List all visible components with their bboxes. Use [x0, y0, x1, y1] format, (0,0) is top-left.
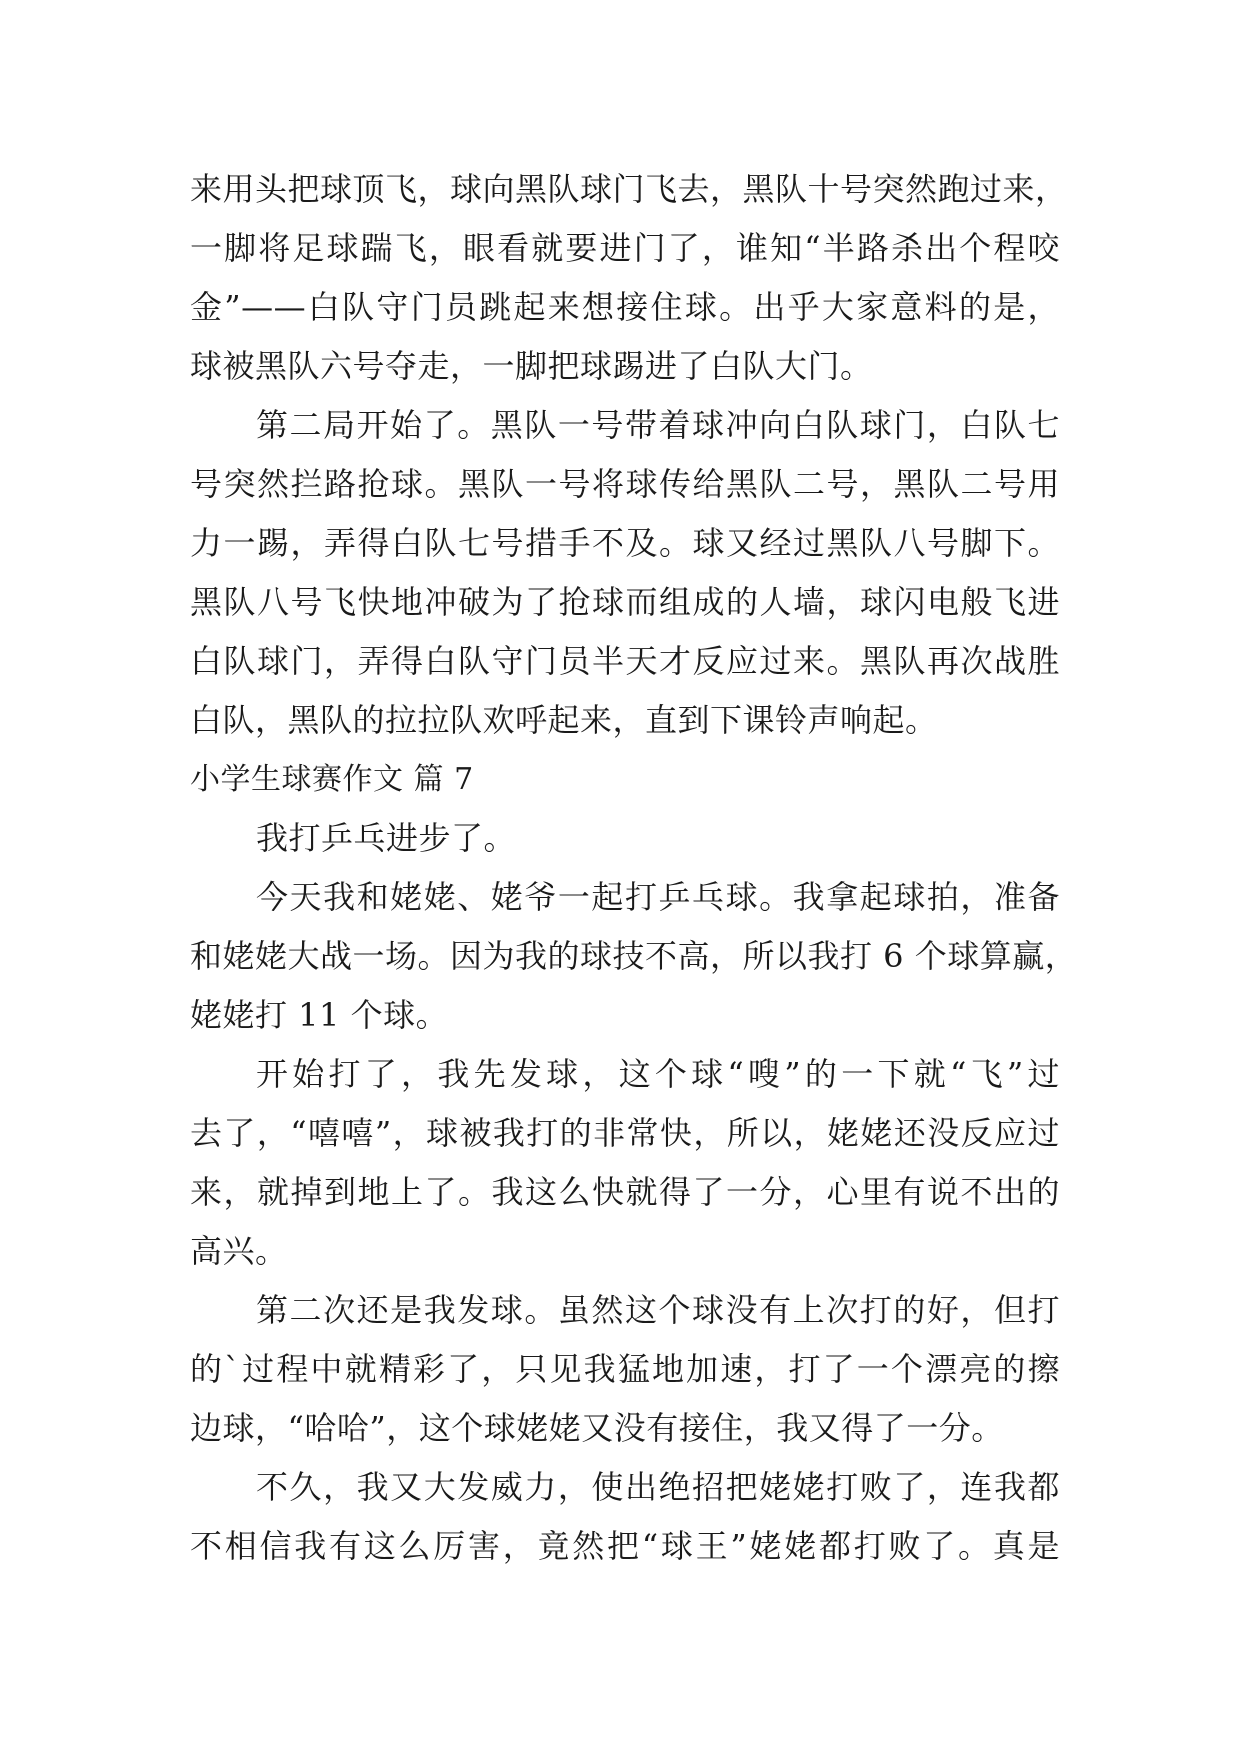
text-line: 开始打了，我先发球，这个球“嗖”的一下就“飞”过 [256, 1055, 1060, 1093]
text-line: 不相信我有这么厉害，竟然把“球王”姥姥都打败了。真是 [190, 1527, 1060, 1565]
text-line: 的`过程中就精彩了，只见我猛地加速，打了一个漂亮的擦 [190, 1350, 1060, 1388]
text-line: 今天我和姥姥、姥爷一起打乒乓球。我拿起球拍，准备 [256, 878, 1060, 916]
text-line: 一脚将足球踹飞，眼看就要进门了，谁知“半路杀出个程咬 [190, 229, 1060, 267]
text-line: 第二局开始了。黑队一号带着球冲向白队球门，白队七 [256, 406, 1060, 444]
text-line: 不久，我又大发威力，使出绝招把姥姥打败了，连我都 [256, 1468, 1060, 1506]
text-line: 金”——白队守门员跳起来想接住球。出乎大家意料的是， [190, 288, 1060, 326]
text-line: 号突然拦路抢球。黑队一号将球传给黑队二号，黑队二号用 [190, 465, 1060, 503]
text-line: 力一踢，弄得白队七号措手不及。球又经过黑队八号脚下。 [190, 524, 1060, 562]
text-line: 我打乒乓进步了。 [256, 819, 517, 857]
text-line: 去了，“嘻嘻”，球被我打的非常快，所以，姥姥还没反应过 [190, 1114, 1060, 1152]
text-line: 和姥姥大战一场。因为我的球技不高，所以我打 6 个球算赢， [190, 937, 1078, 975]
text-line: 来用头把球顶飞，球向黑队球门飞去，黑队十号突然跑过来， [190, 170, 1068, 208]
document-body [190, 160, 1078, 1576]
text-line: 姥姥打 11 个球。 [190, 996, 449, 1034]
text-line: 边球，“哈哈”，这个球姥姥又没有接住，我又得了一分。 [190, 1409, 1004, 1447]
text-line: 第二次还是我发球。虽然这个球没有上次打的好，但打 [256, 1291, 1060, 1329]
text-line: 来，就掉到地上了。我这么快就得了一分，心里有说不出的 [190, 1173, 1060, 1211]
text-line: 白队，黑队的拉拉队欢呼起来，直到下课铃声响起。 [190, 701, 938, 739]
text-line: 高兴。 [190, 1232, 288, 1270]
section-heading: 小学生球赛作文 篇 7 [190, 762, 474, 797]
text-line: 白队球门，弄得白队守门员半天才反应过来。黑队再次战胜 [190, 642, 1060, 680]
text-line: 球被黑队六号夺走，一脚把球踢进了白队大门。 [190, 347, 873, 385]
text-line: 黑队八号飞快地冲破为了抢球而组成的人墙，球闪电般飞进 [190, 583, 1060, 621]
